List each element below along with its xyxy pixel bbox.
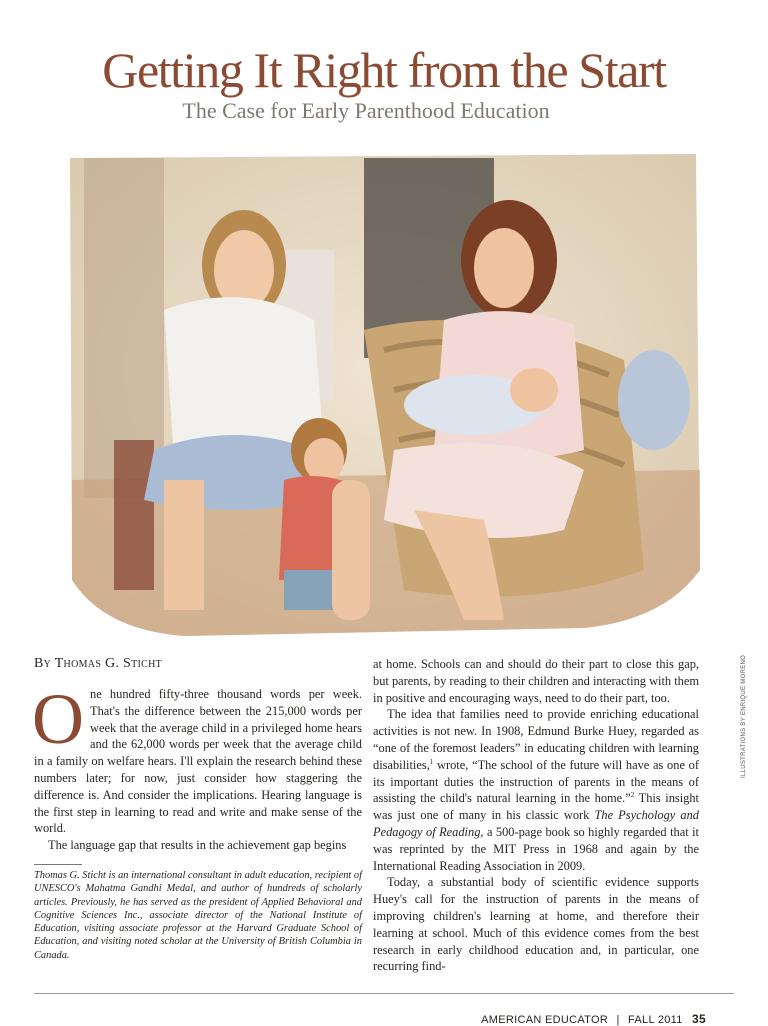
issue-date: FALL 2011: [628, 1014, 683, 1026]
publication-name: AMERICAN EDUCATOR: [481, 1014, 609, 1026]
article-subtitle: The Case for Early Parenthood Education: [182, 98, 550, 123]
footer-divider: [34, 993, 734, 994]
byline: By Thomas G. Sticht: [34, 656, 163, 671]
footer-separator: |: [616, 1014, 620, 1026]
page-number: 35: [692, 1012, 706, 1026]
footnote-ref-2[interactable]: 2: [630, 791, 635, 800]
paragraph-3-a: The idea that families need to provide enriching educational activities is not new. In 1908, Edmund Burke Huey, regarded as “one of the foremost leaders” in educating children with learning disabilities,: [373, 707, 699, 772]
paragraph-3-c: This insight was just one of many in his classic work: [373, 791, 699, 823]
drop-cap: O: [32, 679, 84, 759]
paragraph-1-text: ne hundred fifty-three thousand words per week. That's the difference between the 215,000 words per week that the average child in a privileged home hears and the 62,000 words per week that the average child in a family on welfare hears. I'll explain the research behind these numbers later; for now, just consider how staggering the difference is. And consider the implications. Hearing language is the first step in learning to read and write and make sense of the world.: [34, 687, 362, 836]
author-bio: Thomas G. Sticht is an international consultant in adult education, recipient of UNESCO's Mahatma Gandhi Medal, and author of hundreds of scholarly articles. Previously, he has served as the president of Applied Behavioral and Cognitive Sciences Inc., associate director of the National Institute of Education, visiting associate professor at the Harvard Graduate School of Education, and visiting noted scholar at the University of British Columbia in Canada.: [34, 869, 362, 961]
paragraph-3: [373, 706, 699, 874]
paragraph-3-b: wrote, “The school of the future will have as one of its important duties the instruction of parents in the means of assisting the child's natural learning in the home.”: [373, 757, 699, 806]
illustration-credit: [741, 654, 751, 788]
article-illustration: [64, 150, 704, 640]
illustration-painting: [64, 150, 704, 640]
paragraph-4: Today, a substantial body of scientific evidence supports Huey's call for the instruction of parents in the means of improving children's learning at home, and therefore their learning at school. Much of this evidence comes from the best research in early childhood education and, in particular, one recurring find-: [373, 875, 699, 974]
article-title: Getting It Right from the Start: [102, 42, 666, 98]
book-title: The Psychology and Pedagogy of Reading: [373, 808, 699, 839]
paragraph-2: The language gap that results in the achievement gap begins: [48, 838, 347, 853]
article-column-right: [373, 656, 699, 975]
footnote-ref-1[interactable]: 1: [429, 757, 434, 766]
paragraph-1: [32, 679, 362, 837]
footnote-divider: [34, 864, 82, 865]
article-column-left: [34, 656, 362, 962]
illustration-credit-text: ILLUSTRATIONS BY ENRIQUE MORENO: [741, 654, 747, 778]
paragraph-2-continued: at home. Schools can and should do their part to close this gap, but parents, by reading to their children and interacting with them in positive and encouraging ways, need to do their part, too.: [373, 657, 699, 705]
paragraph-3-d: , a 500-page book so highly regarded that it was reprinted by the MIT Press in 1968 and again by the International Reading Association in 2009.: [373, 824, 700, 873]
